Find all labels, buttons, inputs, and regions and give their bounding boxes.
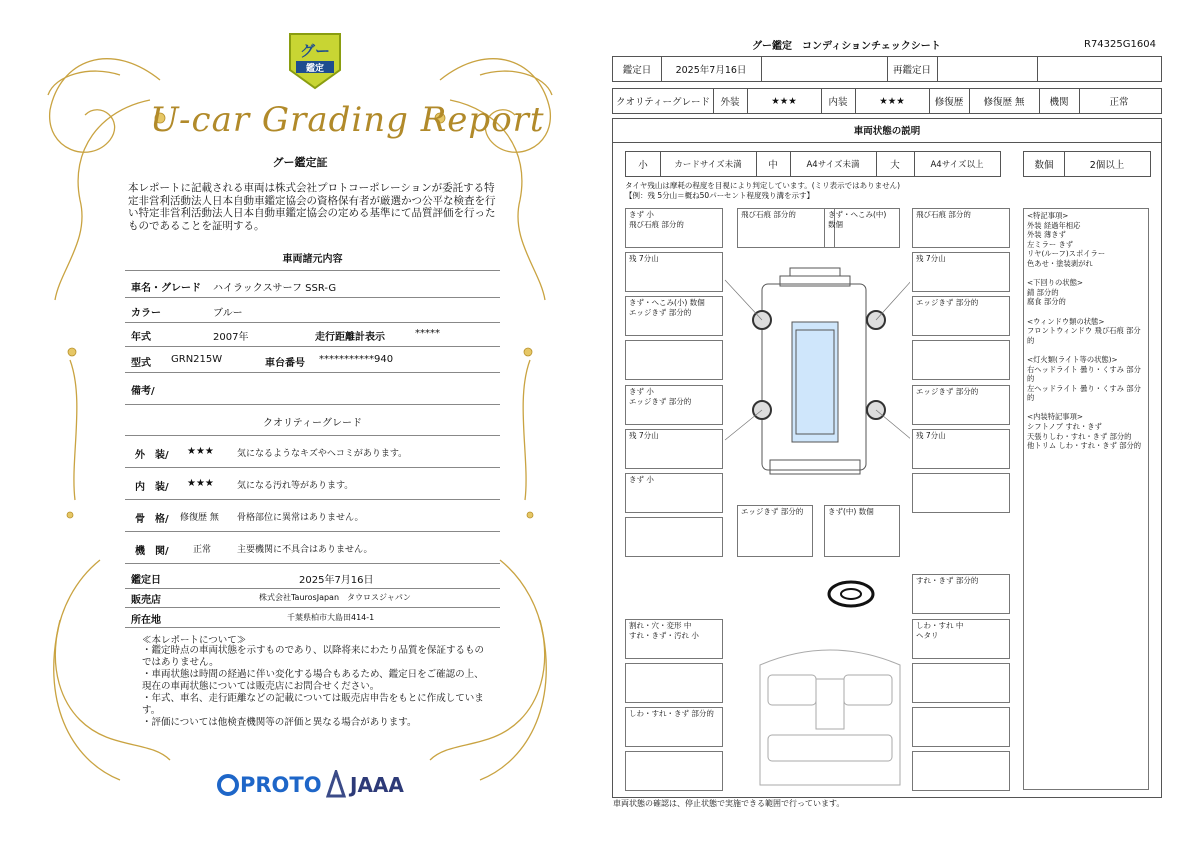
spec-row-color: カラー ブルー — [125, 296, 500, 323]
count-legend: 数個 2個以上 — [1023, 151, 1151, 177]
damage-box: エッジきず 部分的 — [912, 385, 1010, 425]
date-table: 鑑定日 2025年7月16日 再鑑定日 — [612, 56, 1162, 82]
jaaa-logo: JAAA — [350, 773, 404, 797]
goo-kantei-badge-icon — [286, 30, 344, 92]
grade-row-exterior: 外 装/ ★★★ 気になるようなキズやヘコミがあります。 — [125, 435, 500, 468]
footer-note: 車両状態の確認は、停止状態で実施できる範囲で行っています。 — [613, 799, 845, 808]
damage-box: 残 7分山 — [912, 429, 1010, 469]
tire-note: タイヤ残山は摩耗の程度を目視により判定しています。(ミリ表示ではありません) — [625, 181, 901, 190]
grade-row-interior: 内 装/ ★★★ 気になる汚れ等があります。 — [125, 467, 500, 500]
grade-row-engine: 機 関/ 正常 主要機関に不具合はありません。 — [125, 531, 500, 564]
jaaa-logo-icon — [326, 770, 346, 798]
date-row: 鑑定日 2025年7月16日 — [125, 563, 500, 589]
damage-box — [912, 751, 1010, 791]
damage-box: しわ・すれ・きず 部分的 — [625, 707, 723, 747]
address-row: 所在地 千葉県柏市大島田414-1 — [125, 607, 500, 628]
spec-row-remarks: 備考/ — [125, 372, 500, 405]
about-item: ・鑑定時点の車両状態を示すものであり、以降将来にわたり品質を保証するものではありません。 — [142, 645, 485, 668]
spec-row-model: 型式 GRN215W 車台番号 ***********940 — [125, 346, 500, 373]
spec-row-year: 年式 2007年 走行距離計表示 ***** — [125, 322, 500, 347]
sheet-title: グー鑑定 コンディションチェックシート — [752, 41, 941, 52]
proto-logo-icon — [216, 773, 240, 797]
damage-box — [912, 663, 1010, 703]
dealer-row: 販売店 株式会社TaurosJapan タウロスジャパン — [125, 587, 500, 608]
damage-box: しわ・すれ 中 ヘタリ — [912, 619, 1010, 659]
damage-box — [625, 663, 723, 703]
damage-box: 残 7分山 — [625, 429, 723, 469]
special-notes: <特記事項> 外装 経過年相応 外装 薄きず 左ミラー きず リヤ(ルーフ)スポイラー 色あせ・塗装剥がれ <下回りの状態> 錆 部分的 腐食 部分的 <ウィンドウ類の状態> フロントウィンドウ 飛び石痕 部分的 <灯火類(ライト等の状態)> 右ヘッドライト 曇り・くすみ 部分的 左ヘッドライト 曇り・くすみ 部分的 <内装特記事項> シフトノブ すれ・きず 天張りしわ・すれ・きず 部分的 他トリム しわ・すれ・きず 部分的 — [1023, 208, 1149, 790]
about-title: ≪本レポートについて≫ — [142, 635, 247, 646]
tire-example: 【例：残 5分山＝概ね50パーセント程度残り溝を示す】 — [625, 191, 815, 200]
proto-logo: PROTO — [240, 773, 322, 797]
damage-box — [625, 751, 723, 791]
about-item: ・車両状態は時間の経過に伴い変化する場合もあるため、鑑定日をご確認の上、現在の車両状態については販売店にお問合せください。 — [142, 669, 484, 692]
grade-table: クオリティーグレード 外装 ★★★ 内装 ★★★ 修復歴 修復歴 無 機関 正常 — [612, 88, 1162, 114]
about-item: ・評価については他検査機関等の評価と異なる場合があります。 — [142, 717, 417, 728]
about-item: ・年式、車名、走行距離などの記載については販売店申告をもとに作成しています。 — [142, 693, 484, 716]
damage-box: すれ・きず 部分的 — [912, 574, 1010, 614]
damage-box — [625, 517, 723, 557]
damage-box: 残 7分山 — [625, 252, 723, 292]
about-list — [142, 645, 492, 729]
size-legend: 小 カードサイズ未満 中 A4サイズ未満 大 A4サイズ以上 — [625, 151, 1001, 177]
damage-box: エッジきず 部分的 — [912, 296, 1010, 336]
report-id: R74325G1604 — [1084, 39, 1156, 50]
damage-box: きず 小 飛び石痕 部分的 — [625, 208, 723, 248]
spec-section-title: 車両諸元内容 — [282, 254, 343, 265]
grade-row-frame: 骨 格/ 修復歴 無 骨格部位に異常はありません。 — [125, 499, 500, 532]
certificate-text: 本レポートに記載される車両は株式会社プロトコーポレーションが委託する特定非営利活動法人日本自動車鑑定協会の資格保有者が厳選かつ公平な検査を行い特定非営利活動法人日本自動車鑑定協会の定める基準にて品質評価を行ったものであることを証明する。 — [128, 182, 496, 232]
steering-wheel-icon — [826, 578, 876, 610]
damage-box: 残 7分山 — [912, 252, 1010, 292]
certificate-title: グー鑑定証 — [272, 156, 328, 169]
svg-text:グー: グー — [299, 42, 331, 60]
damage-box: 飛び石痕 部分的 — [737, 208, 835, 248]
vehicle-interior-diagram — [750, 635, 910, 790]
damage-box: きず・へこみ(小) 数個 エッジきず 部分的 — [625, 296, 723, 336]
damage-box: きず(中) 数個 — [824, 505, 900, 557]
damage-box — [912, 473, 1010, 513]
condition-title: 車両状態の説明 — [612, 118, 1162, 143]
damage-box — [912, 707, 1010, 747]
damage-box: きず 小 エッジきず 部分的 — [625, 385, 723, 425]
damage-box: きず・へこみ(中) 数個 — [824, 208, 900, 248]
damage-box: 飛び石痕 部分的 — [912, 208, 1010, 248]
damage-box — [912, 340, 1010, 380]
damage-box: 割れ・穴・変形 中 すれ・きず・汚れ 小 — [625, 619, 723, 659]
report-script-title: U-car Grading Report — [150, 100, 545, 140]
quality-section-title: クオリティーグレード — [263, 418, 362, 429]
damage-box — [625, 340, 723, 380]
svg-text:鑑定: 鑑定 — [305, 64, 325, 74]
damage-box: きず 小 — [625, 473, 723, 513]
spec-row-name: 車名・グレード ハイラックスサーフ SSR-G — [125, 270, 500, 298]
damage-box: エッジきず 部分的 — [737, 505, 813, 557]
vehicle-top-diagram — [700, 260, 910, 490]
